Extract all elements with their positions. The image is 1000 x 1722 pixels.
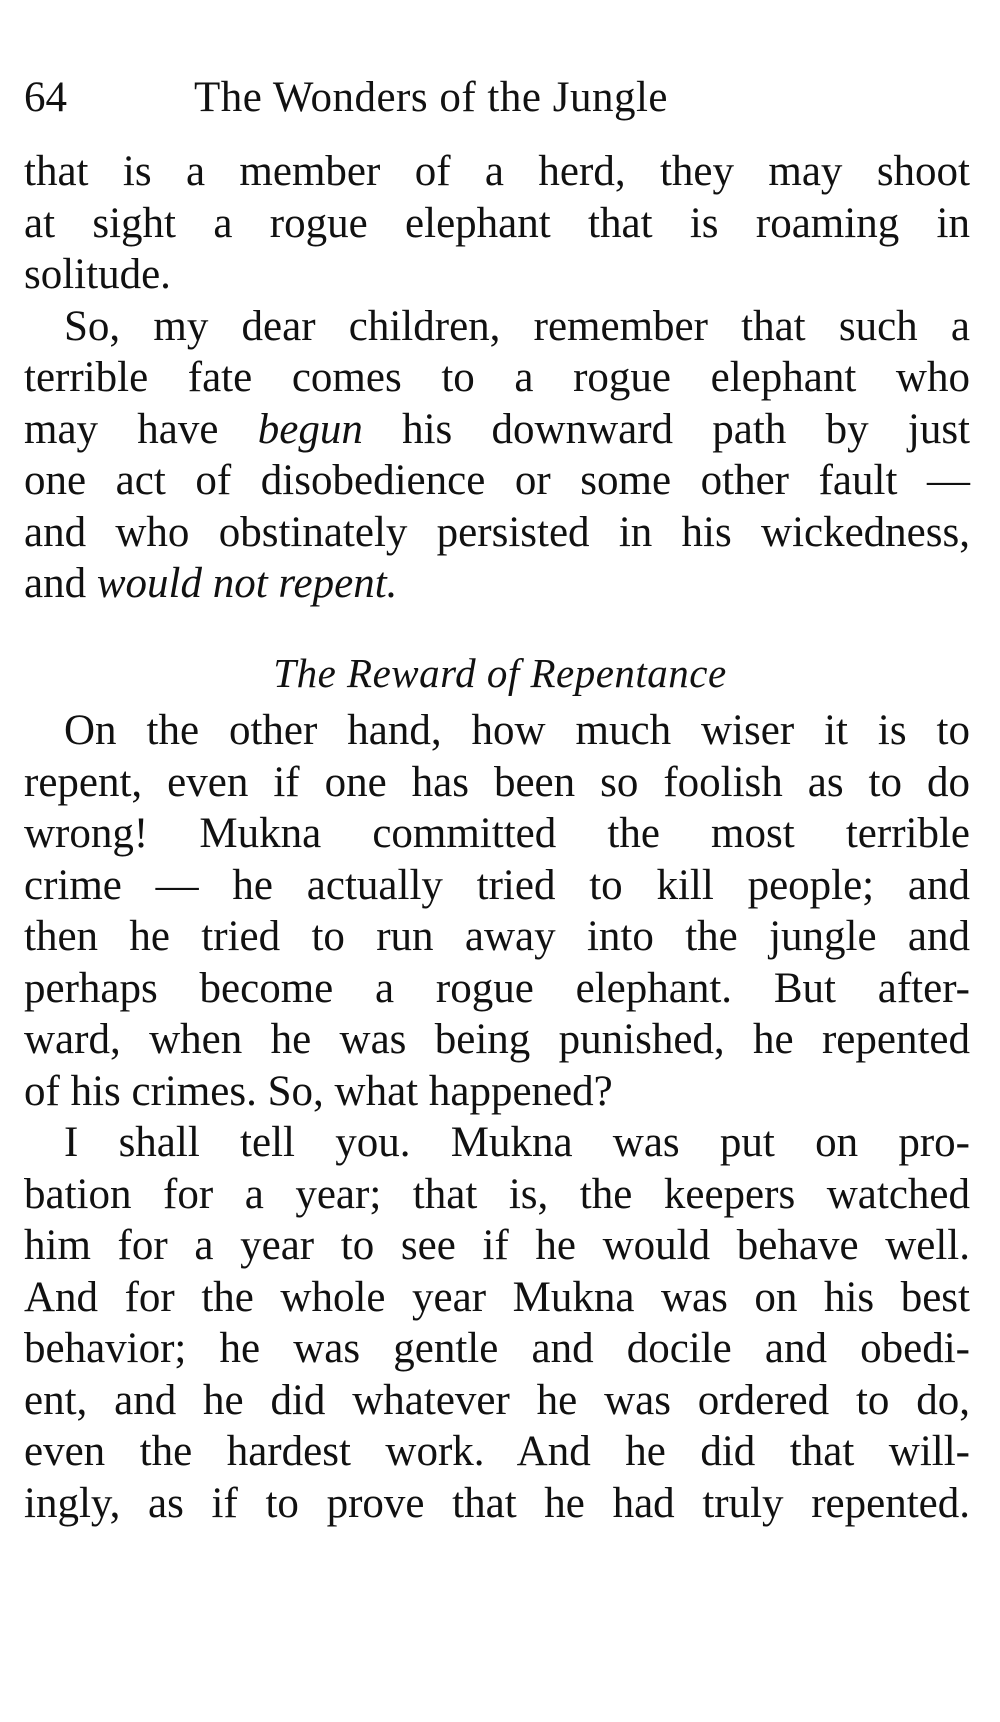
text-line: I shall tell you. Mukna was put on pro- (64, 1119, 970, 1166)
emphasis-would-not-repent: would not repent. (96, 560, 398, 607)
text-line: behavior; he was gentle and docile and obedi- (24, 1325, 970, 1372)
emphasis-begun: begun (257, 405, 363, 453)
running-title: The Wonders of the Jungle (194, 74, 668, 121)
text-line: On the other hand, how much wiser it is to (64, 707, 970, 754)
text-line: one act of disobedience or some other fault — (24, 457, 970, 504)
text-line: wrong! Mukna committed the most terrible (24, 810, 970, 857)
text-line: even the hardest work. And he did that will- (24, 1428, 970, 1475)
text-line: So, my dear children, remember that such a (64, 302, 970, 350)
text-line: him for a year to see if he would behave well. (24, 1222, 970, 1269)
text-line: solitude. (24, 251, 171, 298)
text-line: terrible fate comes to a rogue elephant who (24, 354, 970, 401)
text-line: at sight a rogue elephant that is roaming in (24, 199, 970, 247)
text-line: that is a member of a herd, they may shoot (24, 148, 970, 195)
paragraph-continuation (24, 146, 970, 301)
text-line: ward, when he was being punished, he repented (24, 1016, 970, 1063)
paragraph-moral (24, 301, 970, 610)
text-line: repent, even if one has been so foolish as to do (24, 758, 970, 806)
text-run: and (24, 560, 97, 607)
text-run: his downward path by just (362, 405, 970, 453)
text-line (24, 404, 970, 456)
text-line: and who obstinately persisted in his wickedness, (24, 508, 970, 556)
text-run: may have (24, 405, 258, 453)
text-line: bation for a year; that is, the keepers watched (24, 1170, 970, 1218)
section-heading: The Reward of Repentance (273, 650, 727, 696)
page-number: 64 (24, 74, 67, 121)
text-line: of his crimes. So, what happened? (24, 1067, 613, 1115)
text-line: And for the whole year Mukna was on his best (24, 1273, 970, 1321)
paragraph-probation (24, 1117, 970, 1529)
page-header (24, 68, 964, 128)
text-line: then he tried to run away into the jungle and (24, 913, 970, 960)
text-line: ent, and he did whatever he was ordered to do, (24, 1376, 970, 1424)
text-block-top (24, 146, 970, 610)
text-line: crime — he actually tried to kill people; and (24, 861, 970, 909)
text-line (24, 558, 970, 610)
text-line: perhaps become a rogue elephant. But after- (24, 964, 970, 1012)
paragraph-repentance (24, 705, 970, 1117)
text-line: ingly, as if to prove that he had truly repented. (24, 1479, 970, 1527)
text-block-bottom (24, 705, 970, 1529)
